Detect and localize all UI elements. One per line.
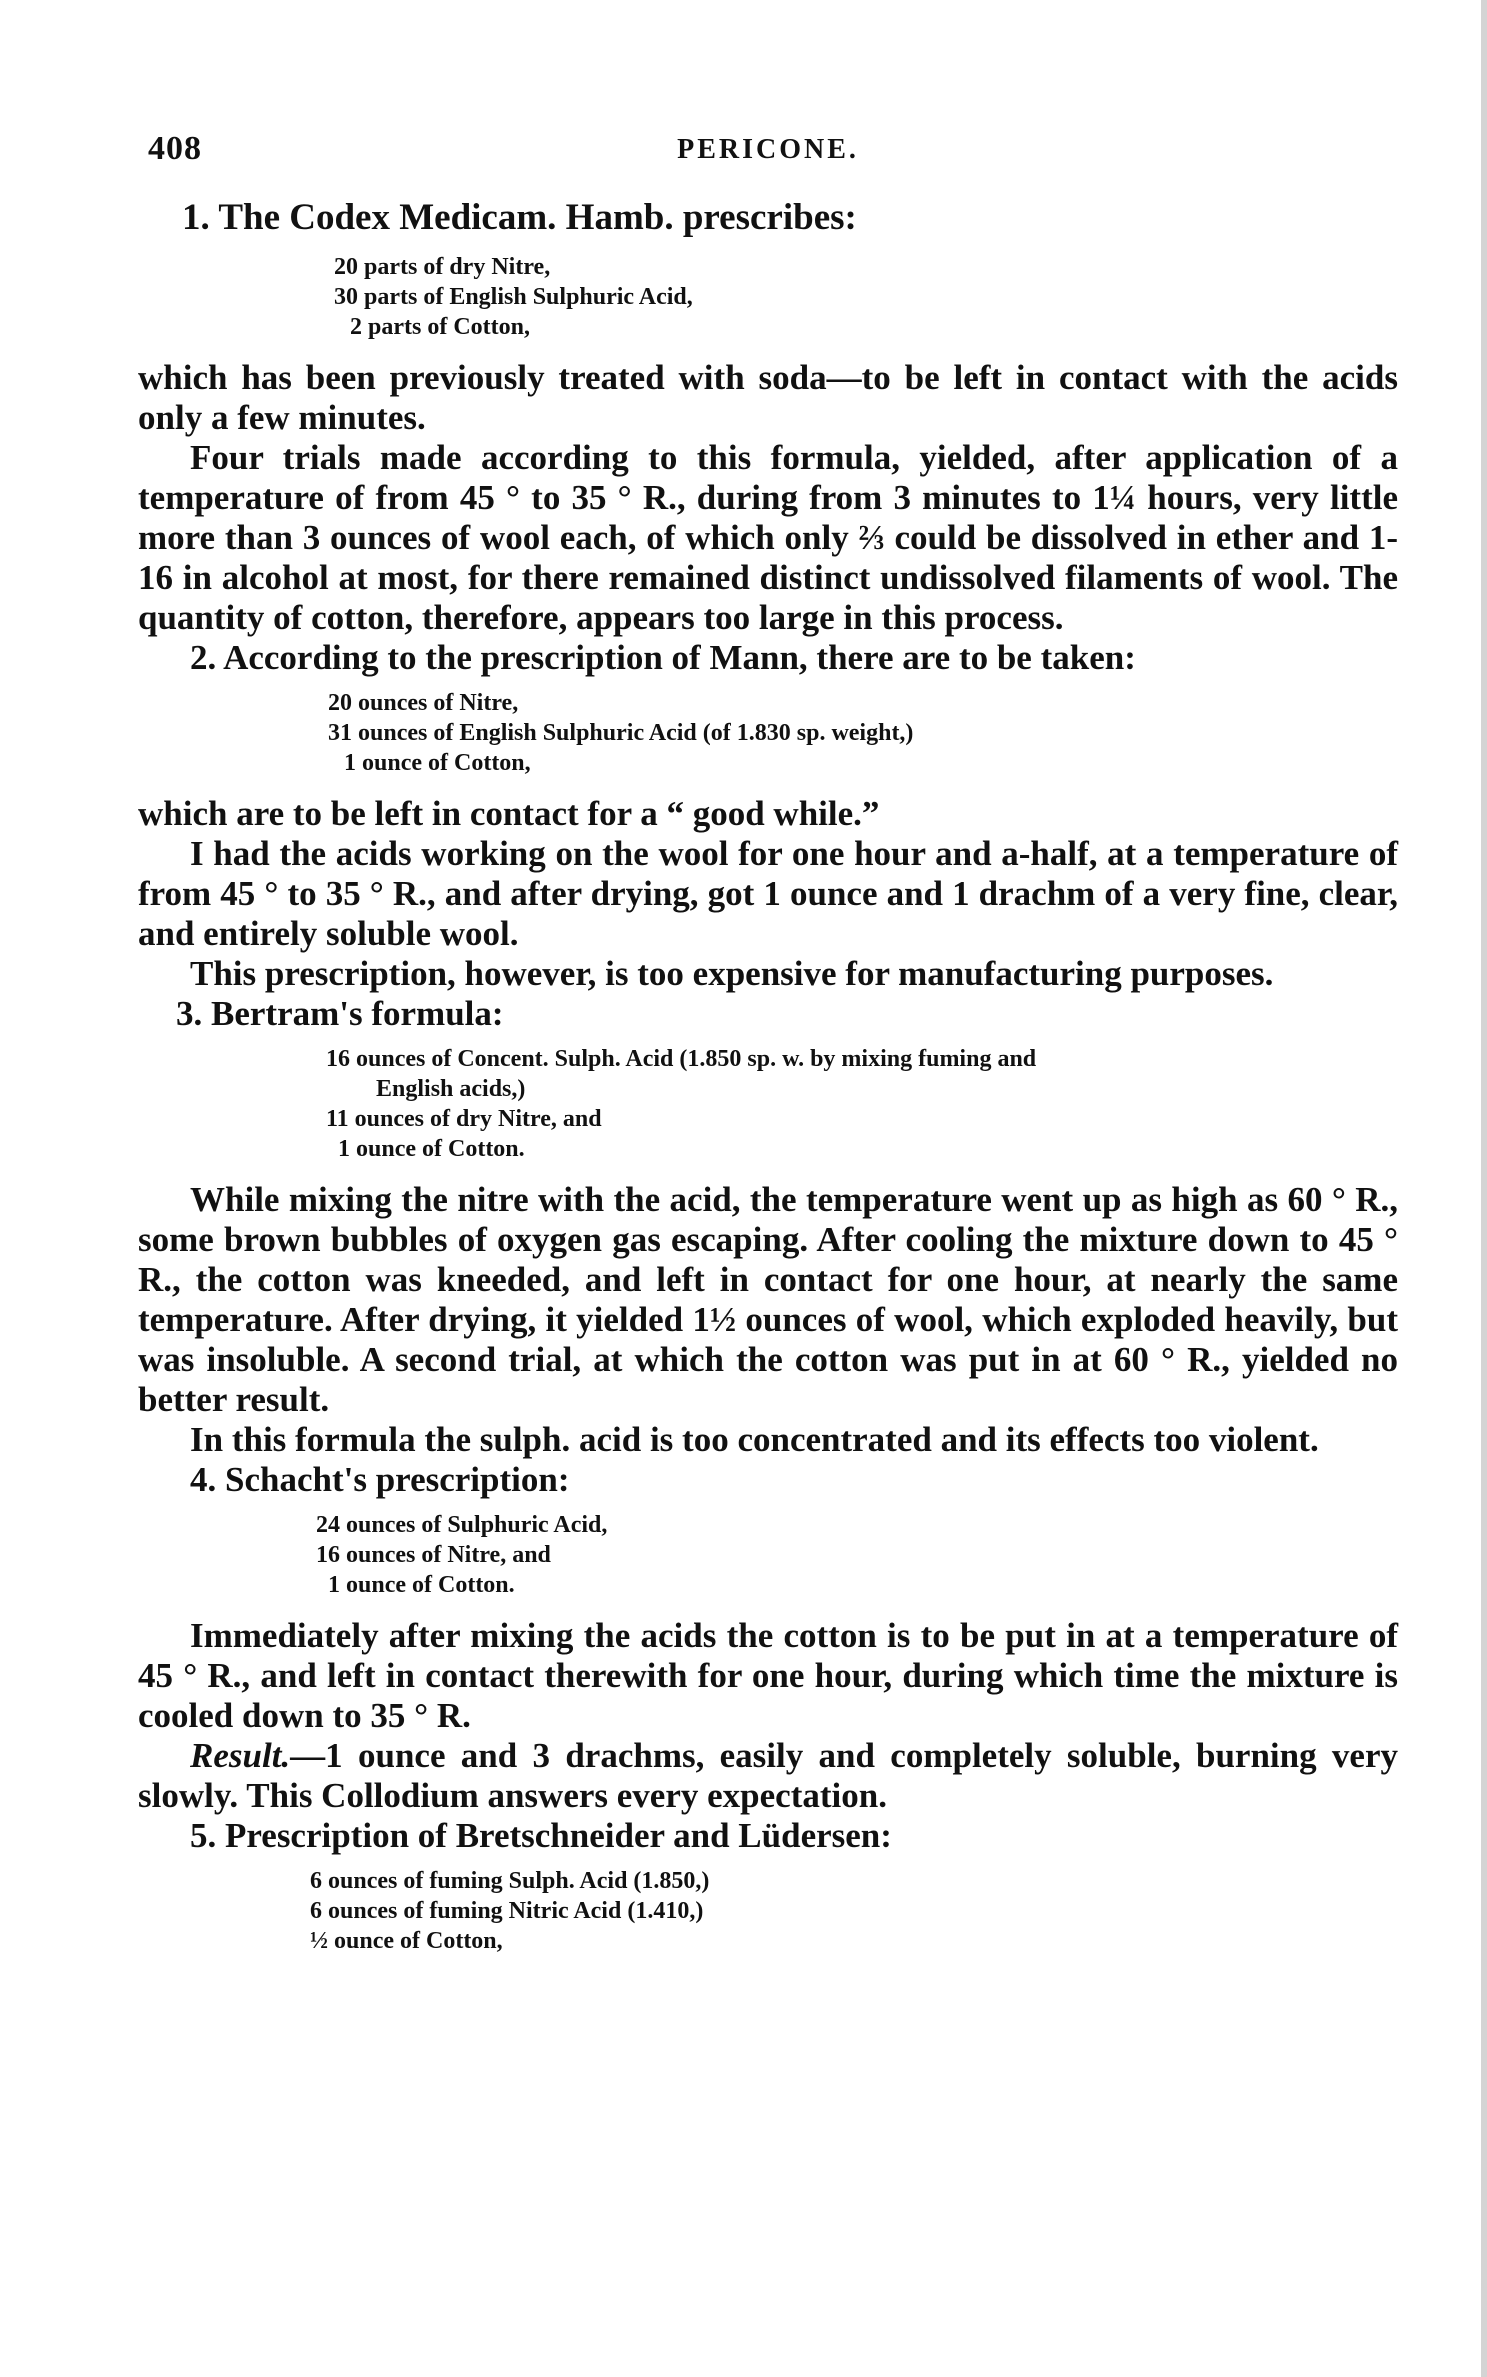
list-item: 11 ounces of dry Nitre, and: [326, 1106, 602, 1132]
section-3-heading: 3. Bertram's formula:: [176, 994, 504, 1033]
section-4-paragraph-1: Immediately after mixing the acids the cotton is to be put in at a temperature of 45 ° R., and left in contact therewith for one hour, during which time the mixture is cooled down to 35 ° R.: [138, 1616, 1398, 1735]
result-label: Result.: [190, 1736, 291, 1775]
section-1-paragraph-1: which has been previously treated with soda—to be left in contact with the acids only a few minutes.: [138, 358, 1398, 437]
section-4-result: [138, 1736, 1398, 1816]
section-1-ingredient-list: [138, 252, 1398, 342]
section-5-ingredient-list: [138, 1866, 1398, 1956]
list-item: 24 ounces of Sulphuric Acid,: [316, 1512, 608, 1538]
list-item: 16 ounces of Concent. Sulph. Acid (1.850 sp. w. by mixing fuming and: [326, 1046, 1037, 1072]
book-page: [138, 130, 1398, 1972]
list-item: 2 parts of Cotton,: [350, 314, 530, 340]
page-edge-shadow: [1481, 0, 1487, 2377]
section-4-heading: 4. Schacht's prescription:: [190, 1460, 570, 1499]
list-item: 31 ounces of English Sulphuric Acid (of 1.830 sp. weight,): [328, 720, 914, 746]
section-3-paragraph-1: While mixing the nitre with the acid, the temperature went up as high as 60 ° R., some brown bubbles of oxygen gas escaping. After cooling the mixture down to 45 ° R., the cotton was kneeded, and left in contact for one hour, at nearly the same temperature. After drying, it yielded 1½ ounces of wool, which exploded heavily, but was insoluble. A second trial, at which the cotton was put in at 60 ° R., yielded no better result.: [138, 1180, 1398, 1419]
result-text: —1 ounce and 3 drachms, easily and completely soluble, burning very slowly. This Collodium answers every expectation.: [138, 1736, 1398, 1815]
list-item: 20 parts of dry Nitre,: [334, 254, 551, 280]
list-item: 20 ounces of Nitre,: [328, 690, 519, 716]
list-item: 30 parts of English Sulphuric Acid,: [334, 284, 693, 310]
list-item: 6 ounces of fuming Sulph. Acid (1.850,): [310, 1868, 710, 1894]
list-item: ½ ounce of Cotton,: [310, 1928, 503, 1954]
list-item: 6 ounces of fuming Nitric Acid (1.410,): [310, 1898, 704, 1924]
running-head: PERICONE.: [677, 134, 859, 165]
section-4-ingredient-list: [138, 1510, 1398, 1600]
section-1-paragraph-2: Four trials made according to this formula, yielded, after application of a temperature of from 45 ° to 35 ° R., during from 3 minutes to 1¼ hours, very little more than 3 ounces of wool each, of which only ⅔ could be dissolved in ether and 1-16 in alcohol at most, for there remained distinct undissolved filaments of wool. The quantity of cotton, therefore, appears too large in this process.: [138, 438, 1398, 637]
section-2-paragraph-3: This prescription, however, is too expensive for manufacturing purposes.: [190, 954, 1274, 993]
page-header: [138, 130, 1398, 190]
section-5-heading: 5. Prescription of Bretschneider and Lüdersen:: [190, 1816, 892, 1855]
section-3-paragraph-2: In this formula the sulph. acid is too concentrated and its effects too violent.: [190, 1420, 1319, 1459]
list-item: 1 ounce of Cotton.: [328, 1572, 515, 1598]
section-2-heading: 2. According to the prescription of Mann, there are to be taken:: [190, 638, 1136, 677]
list-item: 1 ounce of Cotton,: [344, 750, 531, 776]
section-3-ingredient-list: [138, 1044, 1398, 1164]
page-number: 408: [148, 130, 202, 167]
section-2-paragraph-2: I had the acids working on the wool for one hour and a-half, at a temperature of from 45 ° to 35 ° R., and after drying, got 1 ounce and 1 drachm of a very fine, clear, and entirely soluble wool.: [138, 834, 1398, 953]
list-item-continued: English acids,): [376, 1076, 526, 1102]
section-1-heading: 1. The Codex Medicam. Hamb. prescribes:: [182, 197, 857, 238]
list-item: 1 ounce of Cotton.: [338, 1136, 525, 1162]
section-2-paragraph-1: which are to be left in contact for a “ good while.”: [138, 794, 880, 833]
section-2-ingredient-list: [138, 688, 1398, 778]
list-item: 16 ounces of Nitre, and: [316, 1542, 551, 1568]
